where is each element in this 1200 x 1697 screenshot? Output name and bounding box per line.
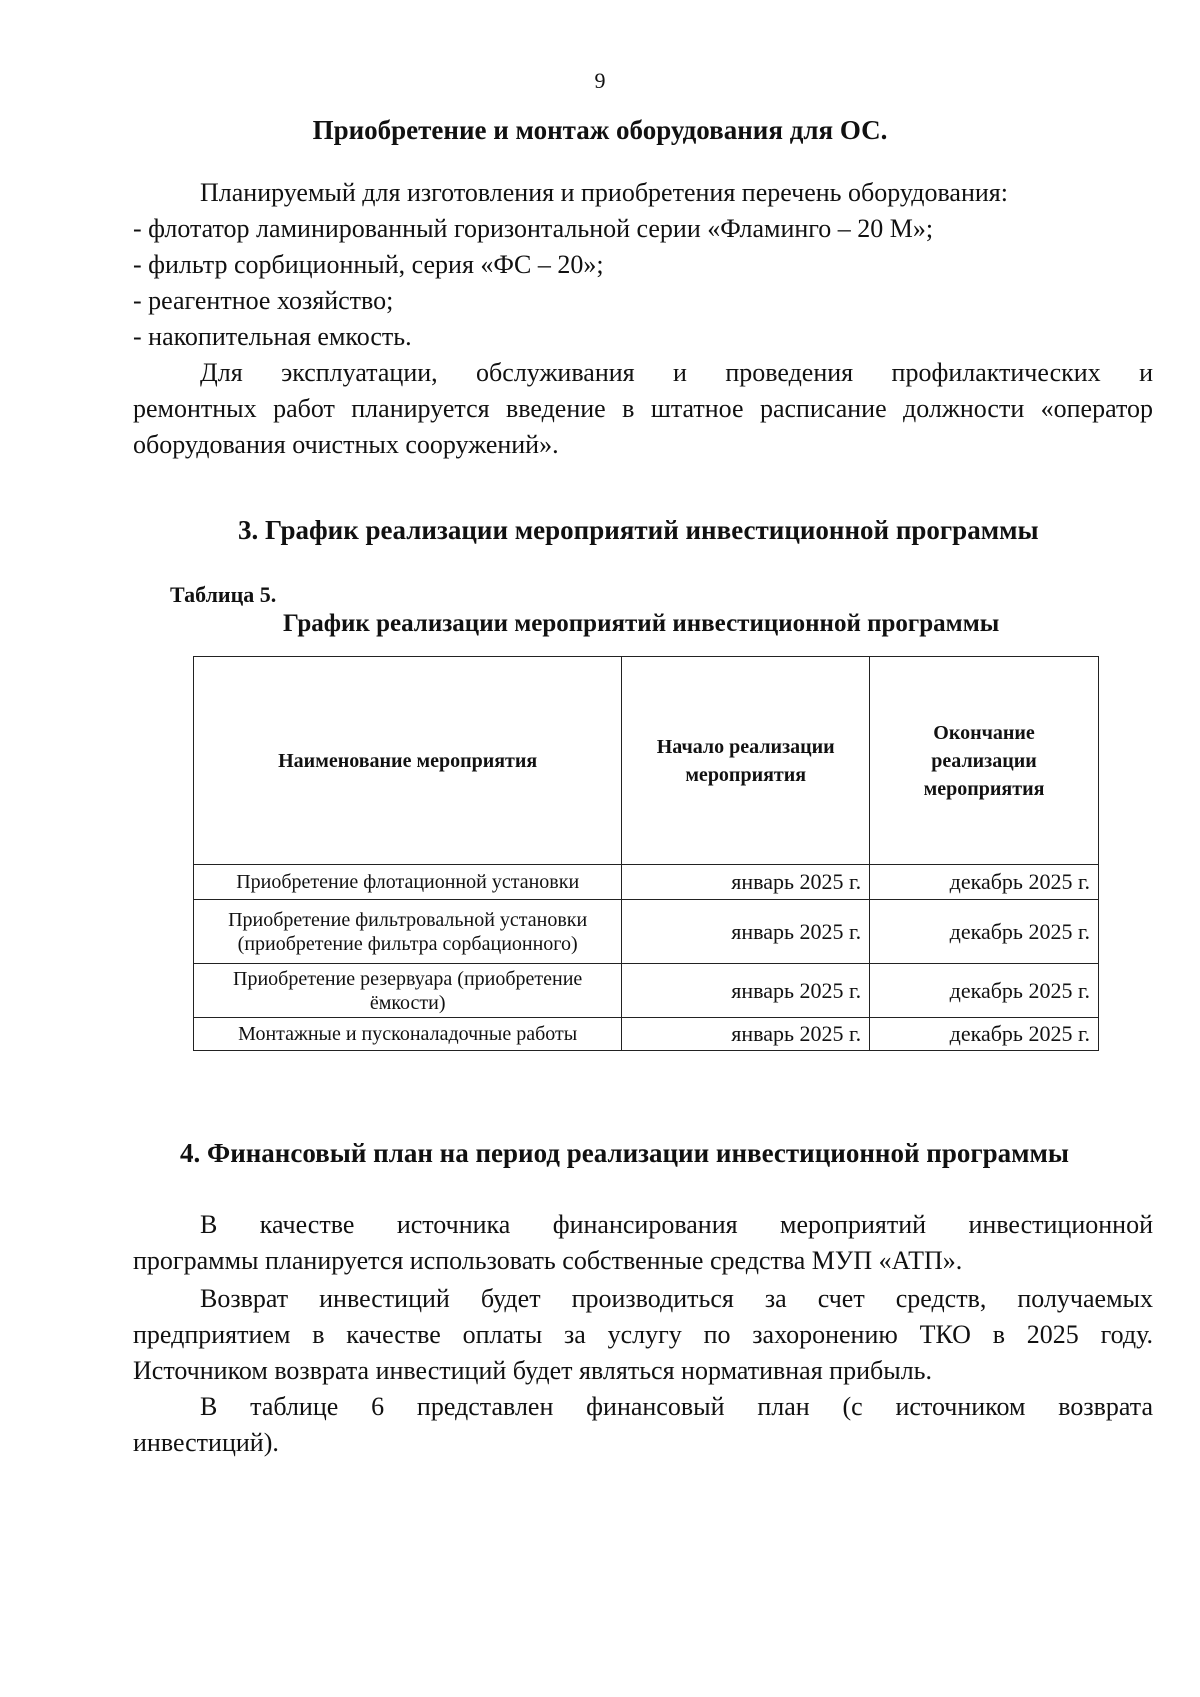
section-heading-financial: 4. Финансовый план на период реализации инвестиционной программы (180, 1138, 1069, 1168)
return-paragraph-line: предприятием в качестве оплаты за услугу по захоронению ТКО в 2025 году. (133, 1320, 1153, 1349)
section-title-equipment: Приобретение и монтаж оборудования для ОС. (312, 115, 888, 145)
row-start: январь 2025 г. (622, 865, 870, 900)
table-title: График реализации мероприятий инвестиционной программы (283, 610, 1000, 637)
table-row (194, 964, 1099, 1018)
row-end: декабрь 2025 г. (870, 900, 1099, 964)
operator-paragraph-line: Для эксплуатации, обслуживания и проведения профилактических и (200, 358, 1153, 387)
return-paragraph-line: Источником возврата инвестиций будет являться нормативная прибыль. (133, 1356, 933, 1385)
page-number: 9 (594, 68, 606, 93)
row-end: декабрь 2025 г. (870, 865, 1099, 900)
row-start: январь 2025 г. (622, 900, 870, 964)
row-name: Приобретение резервуара (приобретение ёмкости) (194, 964, 622, 1018)
operator-paragraph-line: оборудования очистных сооружений». (133, 430, 559, 459)
financial-paragraph-line: программы планируется использовать собственные средства МУП «АТП». (133, 1246, 963, 1275)
header-end: Окончание реализации мероприятия (870, 657, 1099, 865)
schedule-table (193, 656, 1099, 1051)
financial-paragraph-line: В качестве источника финансирования мероприятий инвестиционной (200, 1210, 1153, 1239)
row-end: декабрь 2025 г. (870, 964, 1099, 1018)
table6-text-block (133, 1389, 1153, 1461)
equipment-text-block (133, 175, 1153, 463)
table-row (194, 1018, 1099, 1051)
table-row (194, 865, 1099, 900)
equipment-list-item: - фильтр сорбиционный, серия «ФС – 20»; (133, 250, 604, 279)
table-label: Таблица 5. (170, 582, 277, 607)
row-name: Приобретение флотационной установки (194, 865, 622, 900)
section-heading-schedule: 3. График реализации мероприятий инвестиционной программы (238, 515, 1039, 545)
row-name: Приобретение фильтровальной установки (приобретение фильтра сорбационного) (194, 900, 622, 964)
row-name: Монтажные и пусконаладочные работы (194, 1018, 622, 1051)
operator-paragraph-line: ремонтных работ планируется введение в штатное расписание должности «оператор (133, 394, 1153, 423)
table-row (194, 900, 1099, 964)
header-name: Наименование мероприятия (194, 657, 622, 865)
row-start: январь 2025 г. (622, 964, 870, 1018)
equipment-list-item: - флотатор ламинированный горизонтальной серии «Фламинго – 20 М»; (133, 214, 934, 243)
row-end: декабрь 2025 г. (870, 1018, 1099, 1051)
equipment-list-item: - накопительная емкость. (133, 322, 412, 351)
return-text-block (133, 1281, 1153, 1389)
financial-text-block (133, 1207, 1153, 1279)
equipment-intro: Планируемый для изготовления и приобретения перечень оборудования: (200, 178, 1008, 207)
table6-paragraph-line: инвестиций). (133, 1428, 279, 1457)
table-header-row (194, 657, 1099, 865)
header-start: Начало реализации мероприятия (622, 657, 870, 865)
equipment-list-item: - реагентное хозяйство; (133, 286, 394, 315)
table6-paragraph-line: В таблице 6 представлен финансовый план (с источником возврата (200, 1392, 1153, 1421)
return-paragraph-line: Возврат инвестиций будет производиться за счет средств, получаемых (200, 1284, 1153, 1313)
row-start: январь 2025 г. (622, 1018, 870, 1051)
